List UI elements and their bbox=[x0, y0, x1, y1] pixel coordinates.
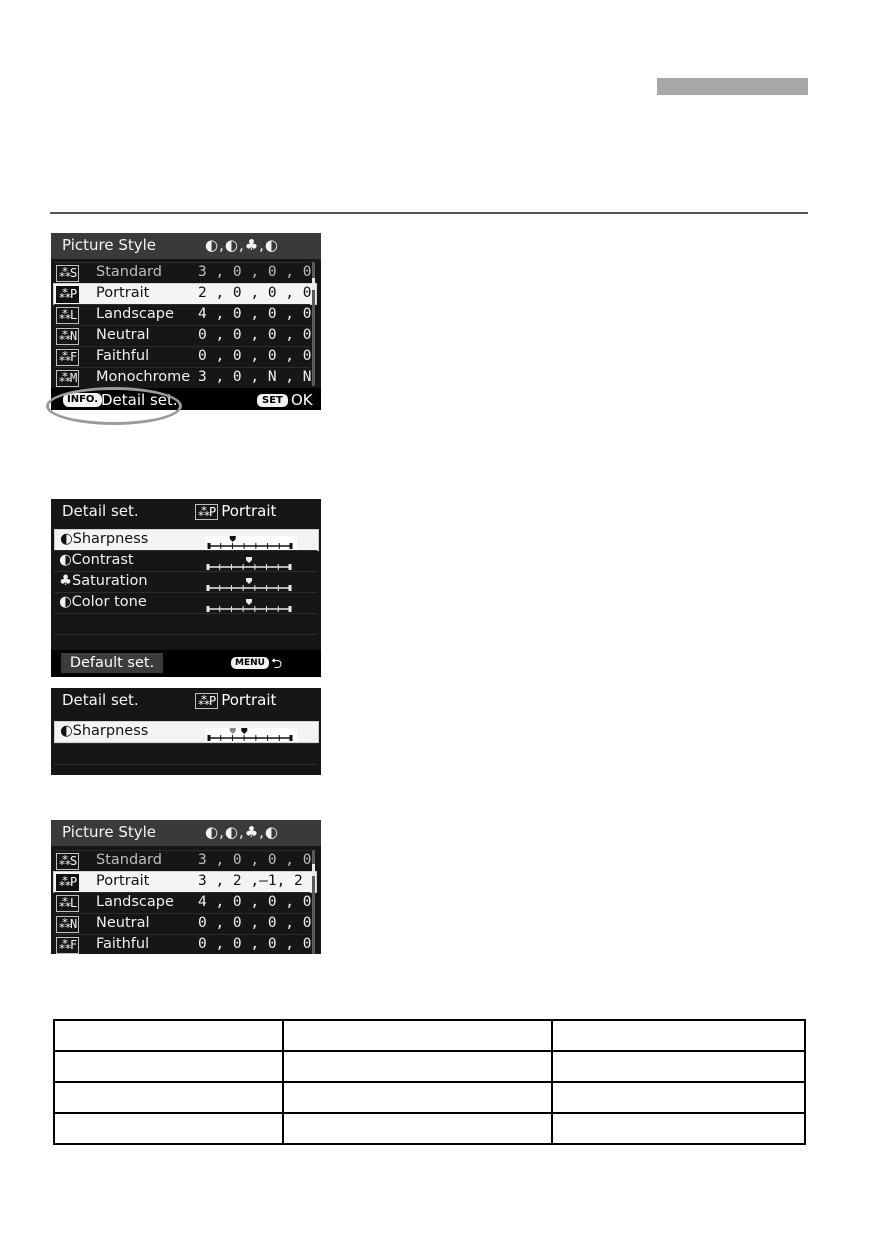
screen-header bbox=[51, 499, 321, 525]
slider-marker bbox=[230, 536, 236, 542]
style-name: Neutral bbox=[96, 327, 150, 343]
scrollbar-thumb[interactable] bbox=[312, 864, 315, 876]
table-cell bbox=[283, 1082, 552, 1113]
info-highlight-circle bbox=[46, 387, 182, 425]
sharpness-slider[interactable] bbox=[205, 728, 297, 742]
style-values: 3 , 0 , N , N bbox=[198, 369, 312, 385]
neutral-style-icon: ⁂N bbox=[56, 916, 79, 933]
sharpness-label: ◐Sharpness bbox=[60, 531, 149, 547]
screen-title: Picture Style bbox=[62, 236, 157, 254]
contrast-slider[interactable] bbox=[204, 557, 296, 571]
settings-table bbox=[53, 1019, 806, 1145]
neutral-style-icon: ⁂N bbox=[56, 328, 79, 345]
style-row-landscape[interactable] bbox=[54, 892, 310, 913]
style-values: 2 , 0 , 0 , 0 bbox=[198, 285, 312, 301]
style-name: Landscape bbox=[96, 894, 174, 910]
style-values: 3 , 0 , 0 , 0 bbox=[198, 852, 312, 868]
faithful-style-icon: ⁂F bbox=[56, 937, 79, 954]
faithful-style-icon: ⁂F bbox=[56, 349, 79, 366]
table-cell bbox=[552, 1020, 805, 1051]
style-row-monochrome[interactable] bbox=[54, 367, 310, 388]
table-cell bbox=[283, 1113, 552, 1144]
sharpness-label: ◐Sharpness bbox=[60, 723, 149, 739]
slider-marker bbox=[246, 599, 252, 605]
table-cell bbox=[283, 1020, 552, 1051]
style-values: 0 , 0 , 0 , 0 bbox=[198, 936, 312, 952]
section-tab-bar bbox=[657, 78, 808, 95]
table-cell bbox=[54, 1082, 283, 1113]
style-row-standard[interactable] bbox=[54, 850, 310, 871]
screen-header bbox=[51, 688, 321, 714]
table-row bbox=[54, 1020, 805, 1051]
landscape-style-icon: ⁂L bbox=[56, 307, 79, 324]
detail-row-empty bbox=[54, 743, 317, 765]
detail-set-label: Detail set. bbox=[101, 391, 178, 409]
style-row-faithful[interactable] bbox=[54, 346, 310, 367]
portrait-style-icon: ⁂P bbox=[195, 693, 218, 709]
picture-style-screen-2 bbox=[51, 820, 321, 954]
table-cell bbox=[54, 1020, 283, 1051]
table-cell bbox=[283, 1051, 552, 1082]
screen-header bbox=[51, 233, 321, 259]
set-button[interactable]: SET bbox=[257, 394, 288, 407]
style-name: Portrait bbox=[221, 502, 277, 520]
saturation-slider[interactable] bbox=[204, 578, 296, 592]
detail-row-contrast[interactable] bbox=[54, 550, 317, 571]
detail-row-color-tone[interactable] bbox=[54, 592, 317, 613]
style-values: 3 , 0 , 0 , 0 bbox=[198, 264, 312, 280]
menu-button[interactable]: MENU bbox=[231, 657, 269, 669]
style-row-neutral[interactable] bbox=[54, 913, 310, 934]
color-tone-label: ◐Color tone bbox=[59, 594, 147, 610]
standard-style-icon: ⁂S bbox=[56, 265, 79, 282]
table-cell bbox=[552, 1113, 805, 1144]
detail-row-sharpness[interactable] bbox=[54, 529, 319, 551]
style-name: Portrait bbox=[96, 873, 150, 889]
slider-marker bbox=[246, 578, 252, 584]
scrollbar-thumb[interactable] bbox=[312, 278, 315, 290]
detail-set-screen-1 bbox=[51, 499, 321, 677]
screen-title: Detail set. bbox=[62, 502, 139, 520]
style-indicator bbox=[195, 502, 276, 520]
slider-marker bbox=[241, 728, 247, 734]
sharpness-slider[interactable] bbox=[205, 536, 297, 550]
style-name: Neutral bbox=[96, 915, 150, 931]
picture-style-screen-1 bbox=[51, 233, 321, 410]
style-name: Landscape bbox=[96, 306, 174, 322]
style-row-faithful[interactable] bbox=[54, 934, 310, 954]
table-cell bbox=[54, 1113, 283, 1144]
table-row bbox=[54, 1051, 805, 1082]
table-row bbox=[54, 1113, 805, 1144]
screen-title: Picture Style bbox=[62, 823, 157, 841]
slider-marker bbox=[246, 557, 252, 563]
detail-row-saturation[interactable] bbox=[54, 571, 317, 592]
horizontal-rule bbox=[50, 212, 808, 214]
table-cell bbox=[552, 1082, 805, 1113]
style-values: 0 , 0 , 0 , 0 bbox=[198, 327, 312, 343]
style-row-portrait[interactable] bbox=[53, 871, 317, 893]
style-name: Monochrome bbox=[96, 369, 191, 385]
style-name: Standard bbox=[96, 852, 162, 868]
style-name: Faithful bbox=[96, 936, 150, 952]
saturation-label: ♣Saturation bbox=[59, 573, 148, 589]
default-set-button[interactable]: Default set. bbox=[61, 653, 163, 673]
style-values: 0 , 0 , 0 , 0 bbox=[198, 915, 312, 931]
screen-header bbox=[51, 820, 321, 846]
portrait-style-icon: ⁂P bbox=[195, 504, 218, 520]
screen-footer bbox=[51, 650, 321, 677]
style-indicator bbox=[195, 691, 276, 709]
style-values: 4 , 0 , 0 , 0 bbox=[198, 894, 312, 910]
param-icons-header: ◐,◐,♣,◐ bbox=[205, 823, 280, 841]
ok-label: OK bbox=[291, 391, 313, 409]
back-icon[interactable]: ⮌ bbox=[271, 656, 283, 672]
detail-row-empty bbox=[54, 613, 317, 635]
portrait-style-icon: ⁂P bbox=[56, 874, 79, 891]
style-row-neutral[interactable] bbox=[54, 325, 310, 346]
landscape-style-icon: ⁂L bbox=[56, 895, 79, 912]
portrait-style-icon: ⁂P bbox=[56, 286, 79, 303]
table-cell bbox=[54, 1051, 283, 1082]
style-name: Standard bbox=[96, 264, 162, 280]
style-name: Portrait bbox=[96, 285, 150, 301]
slider-previous-marker bbox=[230, 728, 236, 734]
style-name: Portrait bbox=[221, 691, 277, 709]
style-values: 4 , 0 , 0 , 0 bbox=[198, 306, 312, 322]
monochrome-style-icon: ⁂M bbox=[56, 370, 79, 387]
color-tone-slider[interactable] bbox=[204, 599, 296, 613]
style-row-landscape[interactable] bbox=[54, 304, 310, 325]
style-values: 3 , 2 ,–1, 2 bbox=[198, 873, 303, 889]
detail-set-screen-2 bbox=[51, 688, 321, 775]
style-row-portrait[interactable] bbox=[53, 283, 317, 305]
contrast-label: ◐Contrast bbox=[59, 552, 134, 568]
table-cell bbox=[552, 1051, 805, 1082]
style-values: 0 , 0 , 0 , 0 bbox=[198, 348, 312, 364]
standard-style-icon: ⁂S bbox=[56, 853, 79, 870]
info-button[interactable]: INFO. bbox=[63, 393, 102, 407]
table-row bbox=[54, 1082, 805, 1113]
param-icons-header: ◐,◐,♣,◐ bbox=[205, 236, 280, 254]
detail-row-sharpness[interactable] bbox=[54, 721, 319, 743]
style-row-standard[interactable] bbox=[54, 262, 310, 283]
screen-title: Detail set. bbox=[62, 691, 139, 709]
style-name: Faithful bbox=[96, 348, 150, 364]
